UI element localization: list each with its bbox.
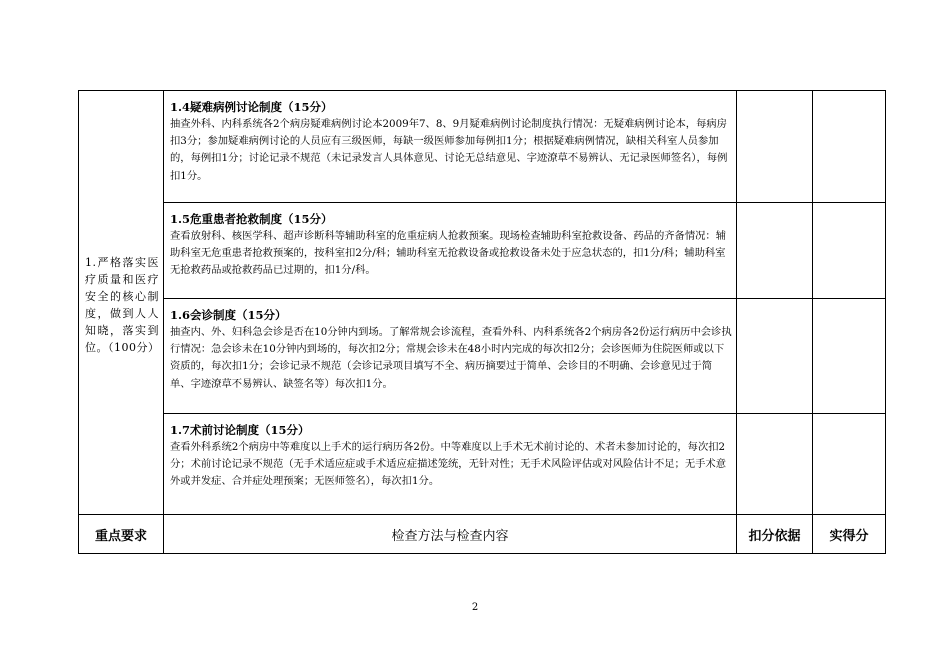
section-row-1-5	[79, 203, 886, 299]
section-body: 抽查外科、内科系统各2个病房疑难病例讨论本2009年7、8、9月疑难病例讨论制度执行情况：无疑难病例讨论本，每病房扣3分；参加疑难病例讨论的人员应有三级医师，每缺一级医师参加每例扣1分；根据疑难病例情况，缺相关科室人员参加的，每例扣1分；讨论记录不规范（未记录发言人具体意见、讨论无总结意见、字迹潦草不易辨认、无记录医师签名），每例扣1分。	[170, 118, 728, 182]
section-row-1-4	[79, 91, 886, 203]
section-cell-1-5	[164, 203, 737, 299]
section-cell-1-6	[164, 299, 737, 414]
actual-score-cell	[813, 203, 886, 299]
requirement-text: 1.严格落实医疗质量和医疗安全的核心制度，做到人人知晓，落实到位。（100分）	[85, 256, 160, 354]
section-row-1-7	[79, 414, 886, 515]
header-key-requirement: 重点要求	[79, 515, 164, 554]
header-row	[79, 515, 886, 554]
deduction-basis-cell	[737, 203, 813, 299]
actual-score-cell	[813, 414, 886, 515]
section-title: 1.6会诊制度（15分）	[170, 308, 287, 322]
deduction-basis-cell	[737, 91, 813, 203]
section-body: 查看放射科、核医学科、超声诊断科等辅助科室的危重症病人抢救预案。现场检查辅助科室抢救设备、药品的齐备情况：辅助科室无危重患者抢救预案的，按科室扣2分/科；辅助科室无抢救设备或抢救设备未处于应急状态的，扣1分/科；辅助科室无抢救药品或抢救药品已过期的，扣1分/科。	[170, 230, 727, 277]
deduction-basis-cell	[737, 414, 813, 515]
actual-score-cell	[813, 299, 886, 414]
section-title: 1.7术前讨论制度（15分）	[170, 423, 310, 437]
section-body: 抽查内、外、妇科急会诊是否在10分钟内到场。了解常规会诊流程，查看外科、内科系统各2个病房各2份运行病历中会诊执行情况：急会诊未在10分钟内到场的，每次扣2分；常规会诊未在48小时内完成的每次扣2分；会诊医师为住院医师或以下资质的，每次扣1分；会诊记录不规范（会诊记录项目填写不全、病历摘要过于简单、会诊目的不明确、会诊意见过于简单、字迹潦草不易辨认、缺签名等）每次扣1分。	[170, 326, 732, 390]
header-actual-score: 实得分	[813, 515, 886, 554]
requirement-cell	[79, 91, 164, 515]
section-title: 1.5危重患者抢救制度（15分）	[170, 212, 333, 226]
section-cell-1-4	[164, 91, 737, 203]
inspection-table	[78, 90, 886, 554]
header-inspection-method: 检查方法与检查内容	[164, 515, 737, 554]
actual-score-cell	[813, 91, 886, 203]
section-body: 查看外科系统2个病房中等难度以上手术的运行病历各2份。中等难度以上手术无术前讨论的、术者未参加讨论的，每次扣2分；术前讨论记录不规范（无手术适应症或手术适应症描述笼统，无针对性；无手术风险评估或对风险估计不足；无手术意外或并发症、合并症处理预案；无医师签名），每次扣1分。	[170, 441, 727, 488]
section-cell-1-7	[164, 414, 737, 515]
section-title: 1.4疑难病例讨论制度（15分）	[170, 100, 333, 114]
deduction-basis-cell	[737, 299, 813, 414]
section-row-1-6	[79, 299, 886, 414]
page-number: 2	[471, 602, 479, 613]
header-deduction-basis: 扣分依据	[737, 515, 813, 554]
